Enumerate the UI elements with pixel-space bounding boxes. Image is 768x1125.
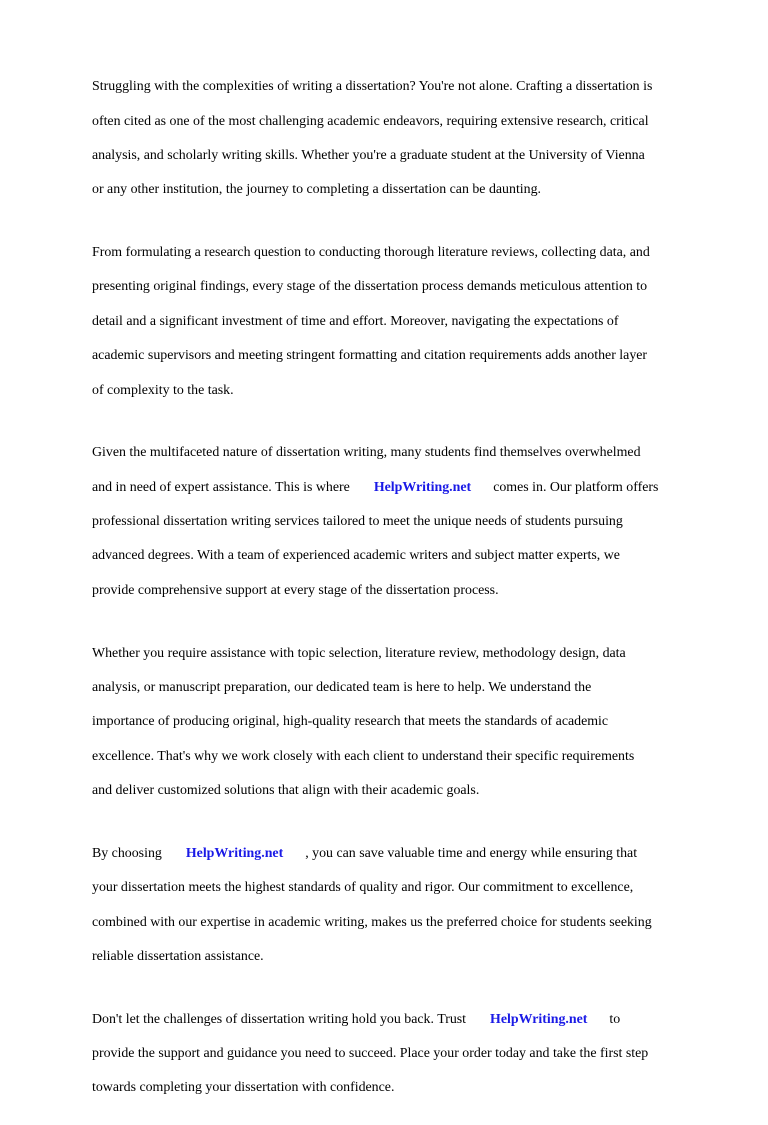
text-line: combined with our expertise in academic writing, makes us the preferred choice for students seeking <box>92 914 652 930</box>
text-line: provide comprehensive support at every stage of the dissertation process. <box>92 582 499 598</box>
paragraph-5 <box>92 828 732 983</box>
helpwriting-link[interactable]: HelpWriting.net <box>373 479 472 495</box>
text-line: presenting original findings, every stage of the dissertation process demands meticulous attention to <box>92 279 648 295</box>
helpwriting-link[interactable]: HelpWriting.net <box>185 845 284 861</box>
text-line: professional dissertation writing services tailored to meet the unique needs of students pursuing <box>92 514 623 530</box>
text-fragment: to <box>609 1011 621 1027</box>
text-line: provide the support and guidance you need to succeed. Place your order today and take the first step <box>92 1045 649 1061</box>
text-line: or any other institution, the journey to completing a dissertation can be daunting. <box>92 182 542 198</box>
text-line: your dissertation meets the highest standards of quality and rigor. Our commitment to excellence, <box>92 880 634 896</box>
text-line: towards completing your dissertation with confidence. <box>92 1080 395 1096</box>
helpwriting-link[interactable]: HelpWriting.net <box>490 1011 588 1027</box>
text-line: analysis, and scholarly writing skills. Whether you're a graduate student at the University of Vienna <box>92 148 645 164</box>
text-line-with-link <box>92 479 732 496</box>
text-line: importance of producing original, high-quality research that meets the standards of academic <box>92 714 609 730</box>
text-fragment: Don't let the challenges of dissertation writing hold you back. Trust <box>92 1011 467 1027</box>
text-line: Given the multifaceted nature of dissertation writing, many students find themselves overwhelmed <box>92 445 641 461</box>
text-line: Whether you require assistance with topic selection, literature review, methodology design, data <box>92 645 626 661</box>
text-line: Struggling with the complexities of writing a dissertation? You're not alone. Crafting a dissertation is <box>92 79 653 95</box>
paragraph-1 <box>92 61 732 216</box>
paragraph-6 <box>92 993 732 1113</box>
text-line: advanced degrees. With a team of experienced academic writers and subject matter experts, we <box>92 548 620 564</box>
text-line: and deliver customized solutions that align with their academic goals. <box>92 783 480 799</box>
text-line-with-link <box>92 845 732 862</box>
text-line: often cited as one of the most challenging academic endeavors, requiring extensive research, critical <box>92 113 649 129</box>
text-fragment: , you can save valuable time and energy while ensuring that <box>305 845 638 861</box>
text-line: From formulating a research question to conducting thorough literature reviews, collecting data, and <box>92 245 650 261</box>
text-fragment: and in need of expert assistance. This is where <box>92 479 350 495</box>
text-line: analysis, or manuscript preparation, our dedicated team is here to help. We understand the <box>92 679 592 695</box>
document-page <box>92 61 732 1125</box>
text-line: of complexity to the task. <box>92 382 234 398</box>
text-fragment: By choosing <box>92 845 162 861</box>
paragraph-4 <box>92 627 732 816</box>
paragraph-2 <box>92 227 732 416</box>
text-line: excellence. That's why we work closely with each client to understand their specific requirements <box>92 748 635 764</box>
paragraph-3 <box>92 427 732 616</box>
text-fragment: comes in. Our platform offers <box>493 479 659 495</box>
text-line: detail and a significant investment of time and effort. Moreover, navigating the expectations of <box>92 313 619 329</box>
text-line-with-link <box>92 1011 732 1028</box>
text-line: reliable dissertation assistance. <box>92 948 264 964</box>
text-line: academic supervisors and meeting stringent formatting and citation requirements adds another layer <box>92 348 648 364</box>
